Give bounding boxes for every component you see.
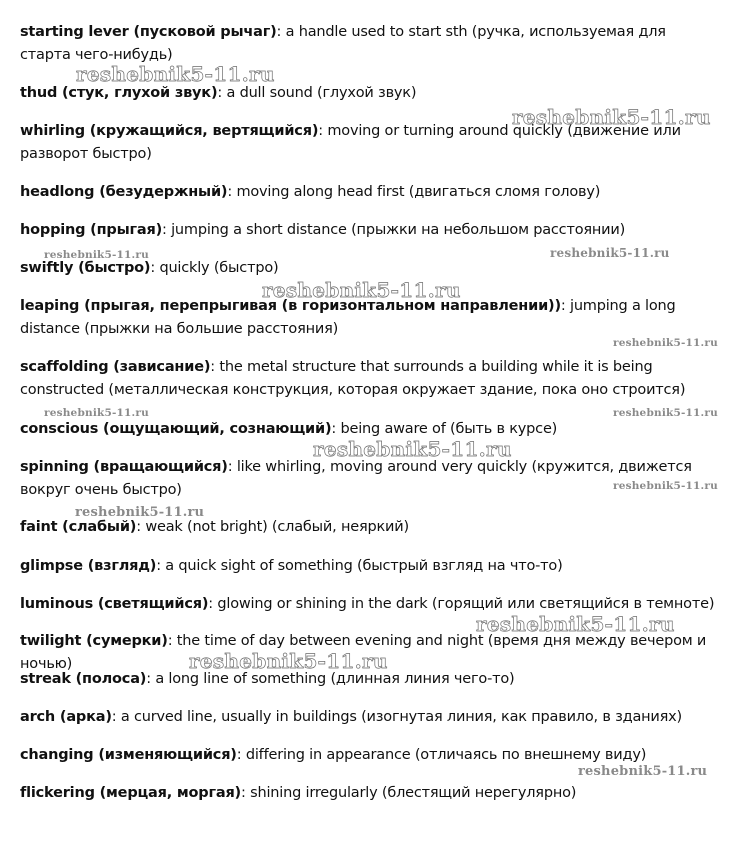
vocab-term: streak (полоса) bbox=[20, 671, 147, 687]
vocab-entry bbox=[20, 782, 720, 805]
vocab-definition: : jumping a long distance (прыжки на большие расстояния) bbox=[20, 298, 676, 337]
vocab-definition: : quickly (быстро) bbox=[150, 260, 279, 276]
vocab-term: spinning (вращающийся) bbox=[20, 459, 228, 475]
vocab-definition: : like whirling, moving around very quickly (кружится, движется вокруг очень быстро) bbox=[20, 459, 692, 498]
vocab-term: conscious (ощущающий, сознающий) bbox=[20, 421, 332, 437]
watermark-text: reshebnik5-11.ru bbox=[262, 278, 461, 302]
vocab-definition: : a long line of something (длинная линия чего-то) bbox=[146, 671, 515, 687]
vocab-definition: : moving or turning around quickly (движение или разворот быстро) bbox=[20, 123, 681, 162]
vocab-term: starting lever (пусковой рычаг) bbox=[20, 24, 277, 40]
watermark-text: reshebnik5-11.ru bbox=[613, 480, 718, 492]
vocab-term: faint (слабый) bbox=[20, 519, 137, 535]
vocab-definition: : differing in appearance (отличаясь по внешнему виду) bbox=[236, 747, 647, 763]
vocab-term: glimpse (взгляд) bbox=[20, 558, 157, 574]
watermark-text: reshebnik5-11.ru bbox=[313, 437, 512, 461]
vocab-definition: : glowing or shining in the dark (горящий или светящийся в темноте) bbox=[208, 596, 715, 612]
watermark-text: reshebnik5-11.ru bbox=[613, 407, 718, 419]
vocab-term: hopping (прыгая) bbox=[20, 222, 162, 238]
watermark-text: reshebnik5-11.ru bbox=[613, 337, 718, 349]
vocab-entry bbox=[20, 21, 720, 67]
watermark-text: reshebnik5-11.ru bbox=[44, 407, 149, 419]
vocab-term: scaffolding (зависание) bbox=[20, 359, 211, 375]
vocab-definition: : shining irregularly (блестящий нерегулярно) bbox=[241, 785, 577, 801]
vocab-entry bbox=[20, 181, 720, 204]
vocab-term: luminous (светящийся) bbox=[20, 596, 209, 612]
vocab-entry bbox=[20, 456, 720, 502]
vocab-term: flickering (мерцая, моргая) bbox=[20, 785, 241, 801]
watermark-text: reshebnik5-11.ru bbox=[75, 505, 205, 520]
watermark-text: reshebnik5-11.ru bbox=[512, 105, 711, 129]
watermark-text: reshebnik5-11.ru bbox=[476, 612, 675, 636]
vocab-term: changing (изменяющийся) bbox=[20, 747, 237, 763]
watermark-text: reshebnik5-11.ru bbox=[189, 649, 388, 673]
vocab-term: whirling (кружащийся, вертящийся) bbox=[20, 123, 319, 139]
vocab-definition: : a curved line, usually in buildings (изогнутая линия, как правило, в зданиях) bbox=[111, 709, 682, 725]
vocab-definition: : jumping a short distance (прыжки на небольшом расстоянии) bbox=[162, 222, 626, 238]
vocab-term: arch (арка) bbox=[20, 709, 112, 725]
watermark-text: reshebnik5-11.ru bbox=[550, 246, 670, 260]
vocab-term: thud (стук, глухой звук) bbox=[20, 85, 218, 101]
vocab-definition: : a dull sound (глухой звук) bbox=[217, 85, 417, 101]
vocab-term: leaping (прыгая, перепрыгивая (в горизонтальном направлении)) bbox=[20, 298, 561, 314]
vocab-entry bbox=[20, 356, 720, 402]
watermark-text: reshebnik5-11.ru bbox=[44, 249, 149, 261]
vocab-definition: : being aware of (быть в курсе) bbox=[331, 421, 558, 437]
vocab-definition: : a handle used to start sth (ручка, используемая для старта чего-нибудь) bbox=[20, 24, 666, 63]
vocab-definition: : weak (not bright) (слабый, неяркий) bbox=[136, 519, 409, 535]
vocab-definition: : a quick sight of something (быстрый взгляд на что-то) bbox=[156, 558, 563, 574]
vocab-entry bbox=[20, 219, 720, 242]
vocab-entry bbox=[20, 555, 720, 578]
vocab-definition: : moving along head first (двигаться сломя голову) bbox=[227, 184, 601, 200]
watermark-text: reshebnik5-11.ru bbox=[76, 62, 275, 86]
vocab-definition: : the metal structure that surrounds a building while it is being constructed (металлическая конструкция, которая окружает здание, пока оно строится) bbox=[20, 359, 686, 398]
vocab-term: headlong (безудержный) bbox=[20, 184, 228, 200]
vocab-entry bbox=[20, 706, 720, 729]
watermark-text: reshebnik5-11.ru bbox=[578, 764, 708, 779]
vocab-term: swiftly (быстро) bbox=[20, 260, 151, 276]
vocab-definition: : the time of day between evening and night (время дня между вечером и ночью) bbox=[20, 633, 707, 672]
vocab-term: twilight (сумерки) bbox=[20, 633, 168, 649]
